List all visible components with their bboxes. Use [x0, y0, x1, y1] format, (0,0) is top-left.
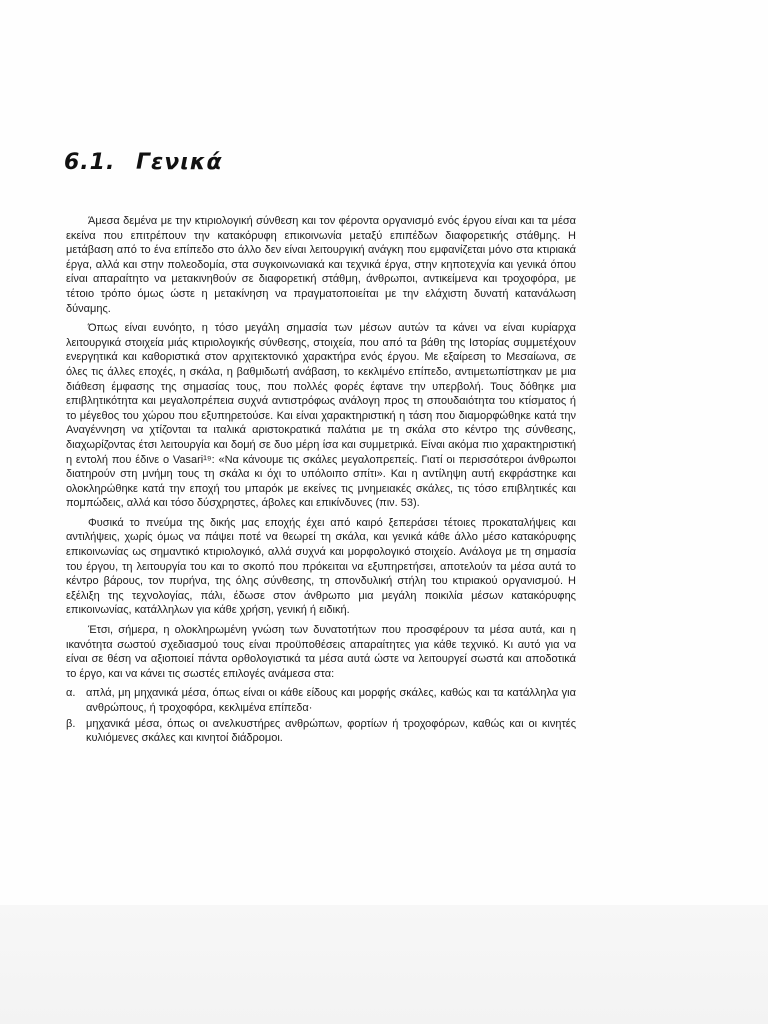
paragraph: Όπως είναι ευνόητο, η τόσο μεγάλη σημασία των μέσων αυτών τα κάνει να είναι κυρίαρχα λειτουργικά στοιχεία μιάς κτιριολογικής σύνθεσης, στοιχεία, που από τα βάθη της Ιστορίας συμμετέχουν ενεργητικά και καθοριστικά στον αρχιτεκτονικό χαρακτήρα ενός έργου. Με εξαίρεση το Μεσαίωνα, σε όλες τις άλλες εποχές, η σκάλα, η βαθμιδωτή ανάβαση, το κεκλιμένο επίπεδο, αντιμετωπίστηκαν με μια διάθεση έμφασης της σημασίας τους, που πολλές φορές έφτανε την υπερβολή. Τους δόθηκε μια επιβλητικότητα και μεγαλοπρέπεια συχνά αντιστρόφως ανάλογη προς τη σπουδαιότητα του κτίσματος ή το μέγεθος του χώρου που εξυπηρετούσε. Και είναι χαρακτηριστική η τάση που διαμορφώθηκε κατά την Αναγέννηση να χτίζονται τα ιταλικά αριστοκρατικά παλάτια με τη σκάλα στο κέντρο της σύνθεσης, διαχωρίζοντας έτσι λειτουργία και δομή σε δυο μέρη ίσα και συμμετρικά. Είναι ακόμα πιο χαρακτηριστική η εντολή που έδινε ο Vasari¹⁹: «Να κάνουμε τις σκάλες μεγαλοπρεπείς. Γιατί οι περισσότεροι άνθρωποι διατηρούν στη μνήμη τους τη σκάλα κι όχι το υπόλοιπο σπίτι». Και η αντίληψη αυτή εκφράστηκε και ολοκληρώθηκε κατά την εποχή του μπαρόκ με εκείνες τις μνημειακές σκάλες, τις τόσο επιβλητικές και πομπώδεις, αλλά και τόσο δύσχρηστες, άβολες και επικίνδυνες (πιν. 53).: [66, 322, 576, 510]
list-item: [66, 686, 576, 715]
page-bottom-shade: [0, 905, 768, 1024]
list-item-text: απλά, μη μηχανικά μέσα, όπως είναι οι κάθε είδους και μορφής σκάλες, καθώς και τα κατάλληλα για ανθρώπους, ή τροχοφόρα, κεκλιμένα επίπεδα·: [86, 687, 576, 714]
body-text: [66, 214, 576, 747]
list-item-text: μηχανικά μέσα, όπως οι ανελκυστήρες ανθρώπων, φορτίων ή τροχοφόρων, καθώς και οι κινητές κυλιόμενες σκάλες και κινητοί διάδρομοι.: [86, 717, 576, 745]
list-item: [66, 717, 576, 746]
section-heading: [64, 150, 223, 175]
list-marker: α.: [66, 687, 76, 700]
paragraph: Φυσικά το πνεύμα της δικής μας εποχής έχει από καιρό ξεπεράσει τέτοιες προκαταλήψεις και αντιλήψεις, χωρίς όμως να πάψει ποτέ να θεωρεί τη σκάλα, και γενικά κάθε άλλο μέσο κατακόρυφης επικοινωνίας ως σημαντικό κτιριολογικό, αλλά συχνά και μορφολογικό στοιχείο. Ανάλογα με τη σημασία του έργου, τη λειτουργία του και το σκοπό που πρόκειται να εξυπηρετήσει, αποτελούν τα μέσα αυτά το κέντρο βάρους, τον πυρήνα, της όλης σύνθεσης, τη σπονδυλική στήλη του κτιριακού οργανισμού. Η εξέλιξη της τεχνολογίας, πάλι, έδωσε στον άνθρωπο μια μεγάλη ποικιλία μέσων κατακόρυφης επικοινωνίας, κατάλληλων για κάθε χρήση, γενική ή ειδική.: [66, 516, 576, 617]
paragraph: Άμεσα δεμένα με την κτιριολογική σύνθεση και τον φέροντα οργανισμό ενός έργου είναι και τα μέσα εκείνα που επιτρέπουν την κατακόρυφη επικοινωνία μεταξύ επιπέδων διαφορετικής στάθμης. Η μετάβαση από το ένα επίπεδο στο άλλο δεν είναι λειτουργική ανάγκη που εμφανίζεται μόνο στα κτιριακά έργα, αλλά και στην πολεοδομία, στα συγκοινωνιακά και τεχνικά έργα, στην κηποτεχνία και γενικά όπου είναι απαραίτητο να μετακινηθούν σε διαφορετική στάθμη, άνθρωποι, αντικείμενα και τροχοφόρα, με τέτοιο τρόπο όμως ώστε η μετακίνηση να πραγματοποιείται με την ελάχιστη δυνατή κατανάλωση δύναμης.: [66, 215, 576, 315]
list-marker: β.: [66, 717, 76, 730]
section-number: 6.1.: [64, 150, 116, 175]
options-list: [66, 686, 576, 745]
paragraph: Έτσι, σήμερα, η ολοκληρωμένη γνώση των δυνατοτήτων που προσφέρουν τα μέσα αυτά, και η ικανότητα σωστού σχεδιασμού τους είναι προϋποθέσεις απαραίτητες για κάθε τεχνικό. Κι αυτό για να είναι σε θέση να αξιοποιεί πάντα ορθολογιστικά τα μέσα αυτά ώστε να λειτουργεί σωστά και αποδοτικά το έργο, και να κάνει τις σωστές επιλογές ανάμεσα στα:: [66, 624, 576, 680]
section-title: Γενικά: [136, 150, 223, 175]
